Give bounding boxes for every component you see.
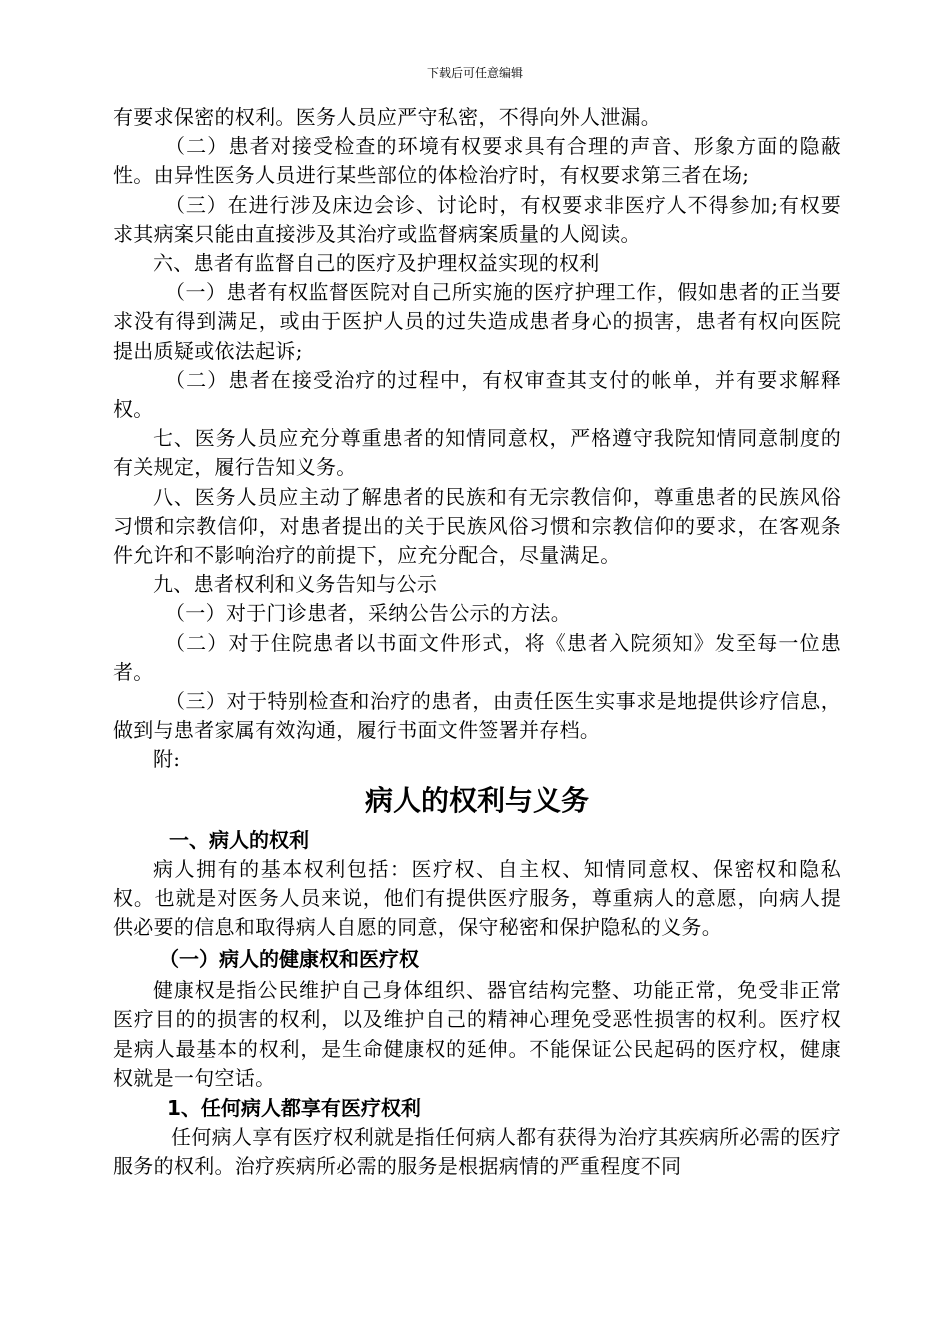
paragraph: 任何病人享有医疗权利就是指任何病人都有获得为治疗其疾病所必需的医疗服务的权利。治疗疾病所必需的服务是根据病情的严重程度不同 [113,1125,841,1179]
paragraph: 七、医务人员应充分尊重患者的知情同意权，严格遵守我院知情同意制度的有关规定，履行告知义务。 [113,426,841,480]
subsection-heading: （一）病人的健康权和医疗权 [159,947,419,972]
section-heading: 一、病人的权利 [169,827,309,852]
paragraph: 病人拥有的基本权利包括：医疗权、自主权、知情同意权、保密权和隐私权。也就是对医务人员来说，他们有提供医疗服务，尊重病人的意愿，向病人提供必要的信息和取得病人自愿的同意，保守秘密和保护隐私的义务。 [113,856,841,940]
paragraph: （三）在进行涉及床边会诊、讨论时，有权要求非医疗人不得参加;有权要求其病案只能由直接涉及其治疗或监督病案质量的人阅读。 [113,192,841,246]
document-title: 病人的权利与义务 [364,783,589,817]
paragraph: 有要求保密的权利。医务人员应严守私密，不得向外人泄漏。 [113,105,662,129]
paragraph: （二）患者对接受检查的环境有权要求具有合理的声音、形象方面的隐蔽性。由异性医务人员进行某些部位的体检治疗时，有权要求第三者在场; [113,134,841,188]
document-body [113,103,841,1182]
paragraph: 八、医务人员应主动了解患者的民族和有无宗教信仰，尊重患者的民族风俗习惯和宗教信仰，对患者提出的关于民族风俗习惯和宗教信仰的要求，在客观条件允许和不影响治疗的前提下，应充分配合，尽量满足。 [113,484,841,568]
paragraph: （三）对于特别检查和治疗的患者，由责任医生实事求是地提供诊疗信息，做到与患者家属有效沟通，履行书面文件签署并存档。 [113,689,841,743]
paragraph: 九、患者权利和义务告知与公示 [153,572,438,597]
paragraph: （二）患者在接受治疗的过程中，有权审查其支付的帐单，并有要求解释权。 [113,367,841,422]
page-header: 下载后可任意编辑 [426,66,523,80]
paragraph: （一）患者有权监督医院对自己所实施的医疗护理工作，假如患者的正当要求没有得到满足，或由于医护人员的过失造成患者身心的损害，患者有权向医院提出质疑或依法起诉; [113,280,841,363]
paragraph: （一）对于门诊患者，采纳公告公示的方法。 [165,601,571,626]
paragraph: 健康权是指公民维护自己身体组织、器官结构完整、功能正常，免受非正常医疗目的的损害的权利，以及维护自己的精神心理免受恶性损害的权利。医疗权是病人最基本的权利，是生命健康权的延伸。不能保证公民起码的医疗权，健康权就是一句空话。 [113,978,841,1090]
item-heading: 1、任何病人都享有医疗权利 [167,1096,421,1121]
paragraph: 六、患者有监督自己的医疗及护理权益实现的权利 [153,251,600,276]
paragraph: （二）对于住院患者以书面文件形式，将《患者入院须知》发至每一位患者。 [113,630,841,684]
paragraph: 附: [153,747,181,772]
